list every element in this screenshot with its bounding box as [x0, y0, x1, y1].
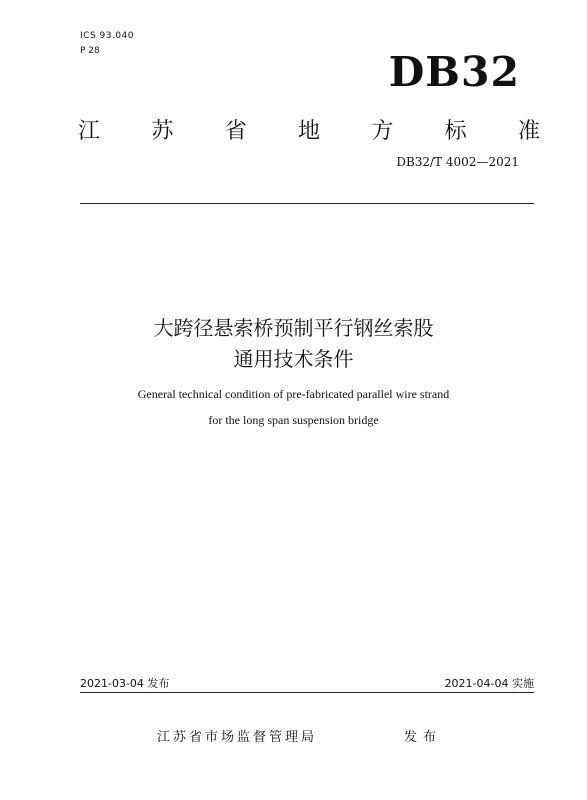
footer-divider	[80, 692, 534, 693]
issue-date: 2021-03-04 发布	[80, 677, 170, 690]
document-title-en-line1: General technical condition of pre-fabricated parallel wire strand	[137, 387, 450, 401]
header-divider	[80, 203, 534, 204]
title-char: 省	[224, 119, 247, 144]
document-title-cn-line1: 大跨径悬索桥预制平行钢丝索股	[153, 316, 434, 340]
ccs-code: P 28	[80, 46, 100, 56]
title-char: 准	[517, 119, 540, 144]
document-title-cn-line2: 通用技术条件	[233, 347, 354, 371]
publisher-name: 江苏省市场监督管理局	[157, 730, 318, 745]
implementation-date: 2021-04-04 实施	[444, 677, 534, 690]
standard-prefix: DB32	[388, 48, 520, 96]
publish-label: 发布	[404, 730, 443, 745]
title-char: 地	[297, 119, 320, 144]
title-char: 江	[78, 119, 101, 144]
title-char: 方	[371, 119, 394, 144]
standard-type-title	[78, 114, 540, 145]
document-title-en-line2: for the long span suspension bridge	[208, 413, 379, 427]
standard-number: DB32/T 4002—2021	[396, 155, 519, 169]
ics-code: ICS 93.040	[80, 31, 135, 41]
title-char: 标	[444, 119, 467, 144]
title-char: 苏	[151, 119, 174, 144]
